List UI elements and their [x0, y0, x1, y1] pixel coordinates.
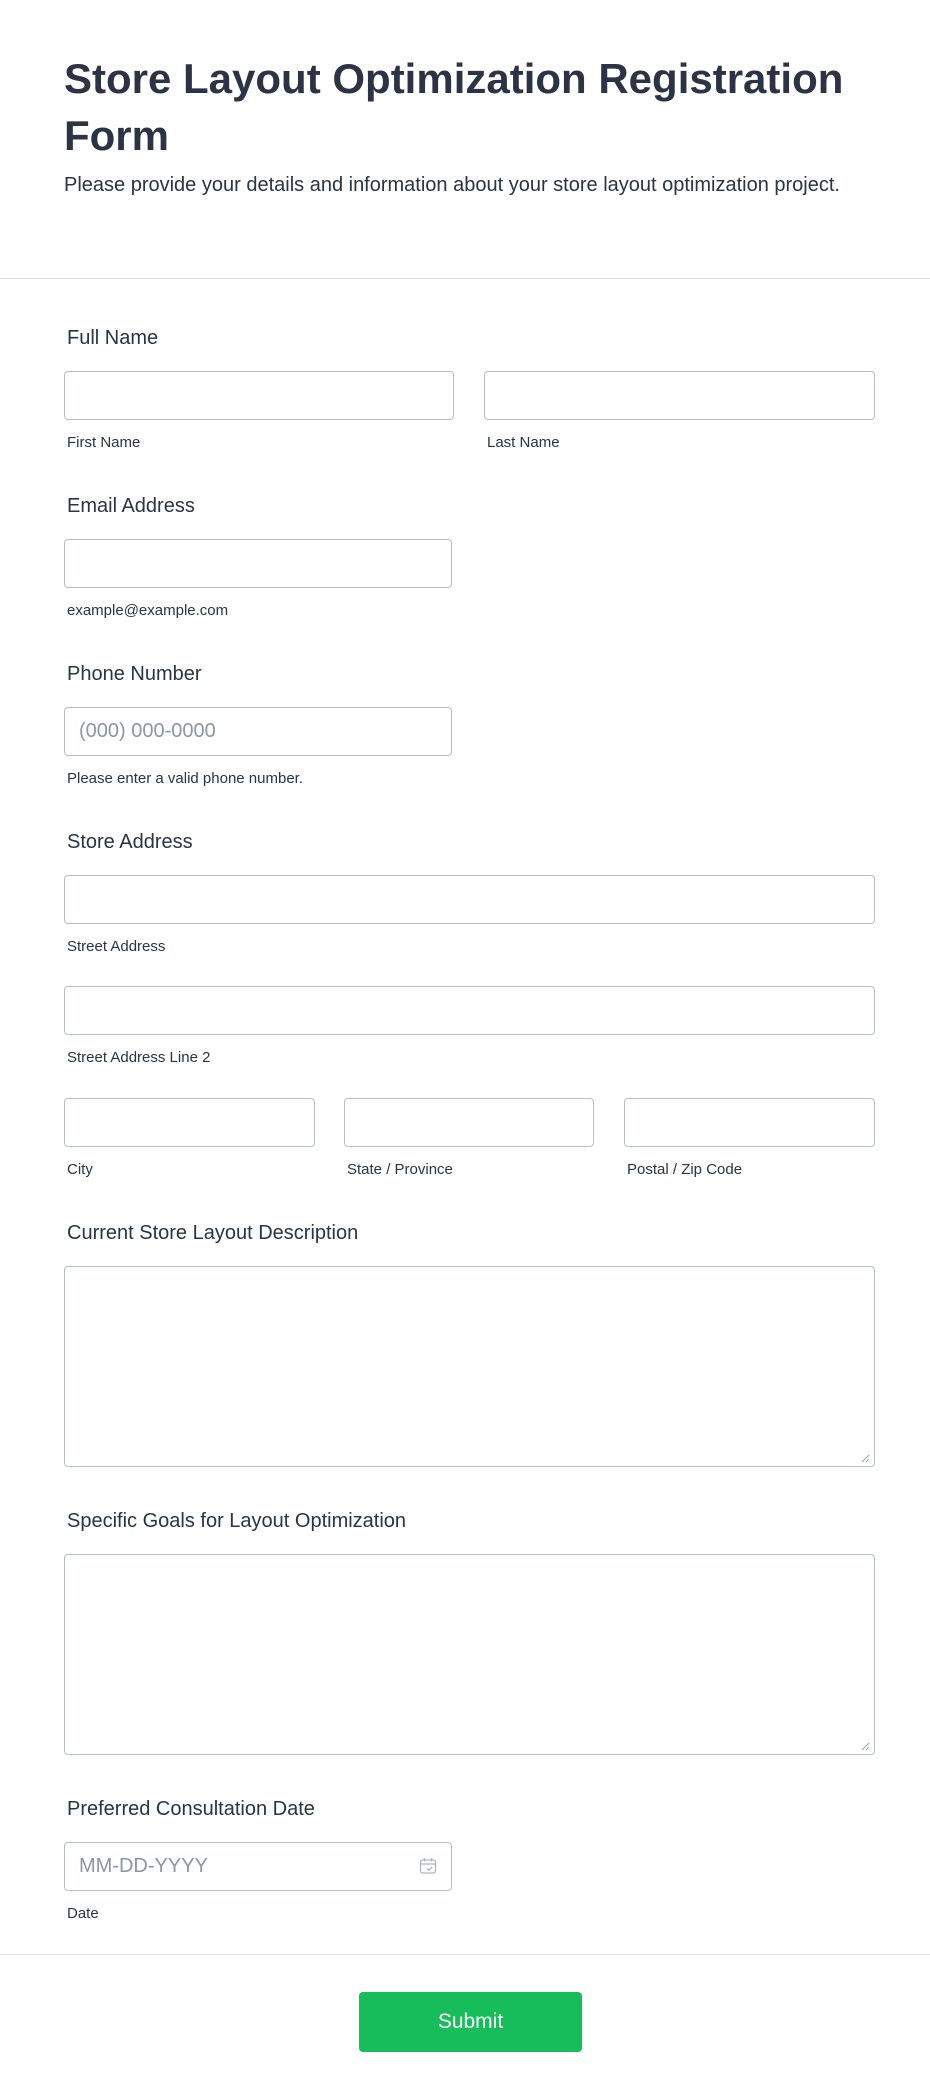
street-address-sublabel: Street Address — [67, 938, 166, 955]
calendar-icon[interactable] — [419, 1857, 437, 1875]
city-input[interactable] — [64, 1098, 315, 1147]
city-sublabel: City — [67, 1161, 93, 1178]
state-input[interactable] — [344, 1098, 594, 1147]
phone-input[interactable] — [64, 707, 452, 756]
first-name-input[interactable] — [64, 371, 454, 420]
full-name-label: Full Name — [67, 327, 159, 349]
email-label: Email Address — [67, 495, 195, 517]
goals-textarea[interactable] — [64, 1554, 875, 1755]
resize-handle-icon[interactable] — [861, 1454, 870, 1463]
street-address-input[interactable] — [64, 875, 875, 924]
zip-sublabel: Postal / Zip Code — [627, 1161, 743, 1178]
address-label: Store Address — [67, 831, 193, 853]
state-sublabel: State / Province — [347, 1161, 453, 1178]
resize-handle-icon[interactable] — [861, 1742, 870, 1751]
date-placeholder: MM-DD-YYYY — [79, 1855, 208, 1877]
last-name-input[interactable] — [484, 371, 875, 420]
phone-placeholder: (000) 000-0000 — [79, 720, 216, 742]
zip-input[interactable] — [624, 1098, 875, 1147]
email-input[interactable] — [64, 539, 452, 588]
layout-description-textarea[interactable] — [64, 1266, 875, 1467]
street-address-line2-sublabel: Street Address Line 2 — [67, 1049, 211, 1066]
submit-button[interactable]: Submit — [359, 1992, 582, 2052]
form-footer — [0, 1955, 930, 2100]
street-address-line2-input[interactable] — [64, 986, 875, 1035]
last-name-sublabel: Last Name — [487, 434, 560, 451]
consultation-date-label: Preferred Consultation Date — [67, 1798, 315, 1820]
layout-description-label: Current Store Layout Description — [67, 1222, 359, 1244]
form-body — [0, 279, 930, 1955]
form-header — [0, 0, 930, 279]
goals-label: Specific Goals for Layout Optimization — [67, 1510, 407, 1532]
consultation-date-input[interactable] — [64, 1842, 452, 1891]
email-sublabel: example@example.com — [67, 602, 229, 619]
page-title: Store Layout Optimization Registration Form — [64, 55, 844, 159]
date-sublabel: Date — [67, 1905, 99, 1922]
page-subtitle: Please provide your details and information about your store layout optimization project. — [64, 174, 840, 196]
phone-sublabel: Please enter a valid phone number. — [67, 770, 303, 787]
first-name-sublabel: First Name — [67, 434, 141, 451]
phone-label: Phone Number — [67, 663, 202, 685]
